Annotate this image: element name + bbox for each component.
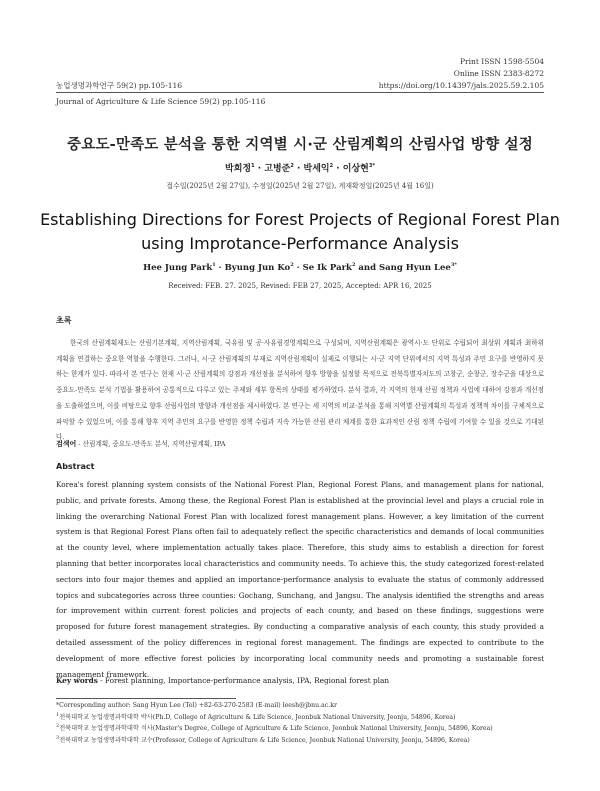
- author-name: Hee Jung Park: [143, 262, 213, 273]
- keywords-en-label: Key words: [56, 676, 98, 685]
- journal-kr: 농업생명과학연구 59(2) pp.105-116: [56, 81, 183, 90]
- keywords-kr-label: 검색어: [56, 440, 77, 448]
- footnote-item: [56, 711, 544, 723]
- title-english: [30, 208, 570, 256]
- author-affil: 2: [290, 262, 294, 268]
- title-english-line: using Improtance-Performance Analysis: [141, 234, 459, 253]
- authors-english: [0, 262, 600, 273]
- authors-korean: [0, 161, 600, 174]
- author-sep: ·: [293, 164, 304, 174]
- author-name: 박희정: [225, 164, 252, 174]
- author-affil: 3*: [450, 262, 457, 268]
- author-and: and: [355, 262, 379, 273]
- author-affil: 1: [251, 163, 255, 169]
- footnote-marker: 2: [56, 723, 60, 730]
- footnote-item: [56, 722, 544, 734]
- author-sep: ·: [254, 164, 265, 174]
- footnote-marker: 1: [56, 711, 60, 718]
- footnote-text: 전북대학교 농업생명과학대학 박사(Ph.D, College of Agriculture & Life Science, Jeonbuk National University, Jeonju, 54896, Korea): [59, 713, 456, 721]
- keywords-en-list: - Forest planning, Importance-performance analysis, IPA, Regional forest plan: [97, 676, 390, 685]
- author-name: 박세익: [303, 164, 330, 174]
- title-english-line: Establishing Directions for Forest Projects of Regional Forest Plan: [40, 210, 560, 229]
- keywords-kr: [56, 438, 544, 449]
- abstract-kr-heading: 초록: [56, 316, 72, 325]
- author-sep: ·: [333, 164, 343, 174]
- doi-link[interactable]: https://doi.org/10.14397/jals.2025.59.2.105: [378, 81, 544, 90]
- author-sep: ·: [215, 262, 225, 273]
- footnote-text: 전북대학교 농업생명과학대학 교수(Professor, College of Agriculture & Life Science, Jeonbuk National University, Jeonju, 54896, Korea): [59, 736, 470, 744]
- author-affil: 2: [329, 163, 334, 169]
- author-affil: 1: [212, 262, 216, 268]
- author-affil: 2: [351, 262, 356, 268]
- journal-en: Journal of Agriculture & Life Science 59(2) pp.105-116: [56, 97, 266, 106]
- footnote-item: [56, 734, 544, 746]
- dates-english: Received: FEB. 27. 2025, Revised: FEB 27, 2025, Accepted: APR 16, 2025: [168, 282, 432, 290]
- footnote-marker: 3: [56, 734, 60, 741]
- author-affil: 2: [290, 163, 294, 169]
- abstract-en-heading: Abstract: [56, 462, 95, 471]
- footnote-corresponding: *Corresponding author: Sang Hyun Lee (Tel) +82-63-270-2583 (E-mail) leesh@jbnu.ac.kr: [56, 702, 337, 709]
- keywords-kr-list: - 산림계획, 중요도-만족도 분석, 지역산림계획, IPA: [76, 440, 226, 448]
- author-affil: 3*: [368, 163, 375, 169]
- author-name: Byung Jun Ko: [224, 262, 291, 273]
- abstract-en-body: Korea's forest planning system consists of the National Forest Plan, Regional Forest Plans, and management plans for national, public, and private forests. Among these, the Regional Forest Plan is established at the provincial level and plays a crucial role in linking the overarching National Forest Plan with localized forest management plans. However, a key limitation of the current system is that Regional Forest Plans often fail to adequately reflect the specific characteristics and demands of local communities at the county level, where implementation actually takes place. Therefore, this study aims to establish a direction for forest planning that better incorporates local characteristics and community needs. To achieve this, the study categorized forest-related sectors into four major themes and applied an importance-performance analysis to evaluate the status of commonly addressed topics and subcategories across three counties: Gochang, Sunchang, and Jangsu. The analysis identified the strengths and areas for improvement within current forest policies and projects of each county, and based on these findings, suggestions were proposed for future forest management strategies. By conducting a comparative analysis of each county, this study provided a detailed assessment of the policy differences in regional forest management. The findings are expected to contribute to the development of more effective forest policies by incorporating local community needs and promoting a sustainable forest management framework.: [56, 480, 544, 679]
- author-name: 이상현: [342, 164, 369, 174]
- abstract-kr-body: 한국의 산림계획제도는 산림기본계획, 지역산림계획, 국유림 및 공·사유림경영계획으로 구성되며, 지역산림계획은 광역시·도 단위로 수립되어 최상위 계획과 최하위 계획을 연결하는 중요한 역할을 수행한다. 그러나, 시·군 산림계획의 부재로 지역산림계획이 실제로 이행되는 시·군 지역 단위에서의 지역 특성과 주민 요구를 반영하지 못하는 한계가 있다. 따라서 본 연구는 현재 시·군 산림계획의 강점과 개선점을 분석하여 향후 방향을 설정할 목적으로 전북특별자치도의 고창군, 순창군, 장수군을 대상으로 중요도-만족도 분석 기법을 활용하여 공통적으로 다루고 있는 주제와 세부 항목의 상태를 평가하였다. 분석 결과, 각 지역의 현재 산림 정책과 사업에 대하여 강점과 개선점을 도출하였으며, 이를 비탕으로 향후 산림사업의 방향과 개선점을 제시하였다. 본 연구는 세 지역의 비교·분석을 통해 지역별 산림계획의 특성과 정책적 차이를 구체적으로 파악할 수 있었으며, 이를 통해 향후 지역 주민의 요구를 반영한 정책 수립과 지속 가능한 산림 관리 체계를 통한 효과적인 산림 정책 수립에 기여할 수 있을 것으로 기대된다.: [56, 339, 544, 442]
- print-issn: Print ISSN 1598-5504: [459, 57, 544, 66]
- header-divider: [56, 92, 544, 93]
- footnotes: [56, 701, 544, 746]
- author-name: 고병준: [264, 164, 291, 174]
- title-korean: 중요도-만족도 분석을 통한 지역별 시·군 산림계획의 산림사업 방향 설정: [67, 137, 533, 153]
- author-name: Sang Hyun Lee: [379, 262, 451, 273]
- online-issn: Online ISSN 2383-8272: [453, 69, 544, 78]
- dates-korean: 접수일(2025년 2월 27일), 수정일(2025년 2월 27일), 게재확정일(2025년 4월 16일): [166, 182, 434, 190]
- author-sep: ·: [293, 262, 303, 273]
- author-name: Se Ik Park: [302, 262, 352, 273]
- issn-block: [379, 56, 544, 92]
- footnote-divider: [56, 698, 236, 699]
- footnote-text: 전북대학교 농업생명과학대학 석사(Master's Degree, College of Agriculture & Life Science, Jeonbuk National University, Jeonju, 54896, Korea): [59, 725, 493, 733]
- keywords-en: [56, 676, 544, 685]
